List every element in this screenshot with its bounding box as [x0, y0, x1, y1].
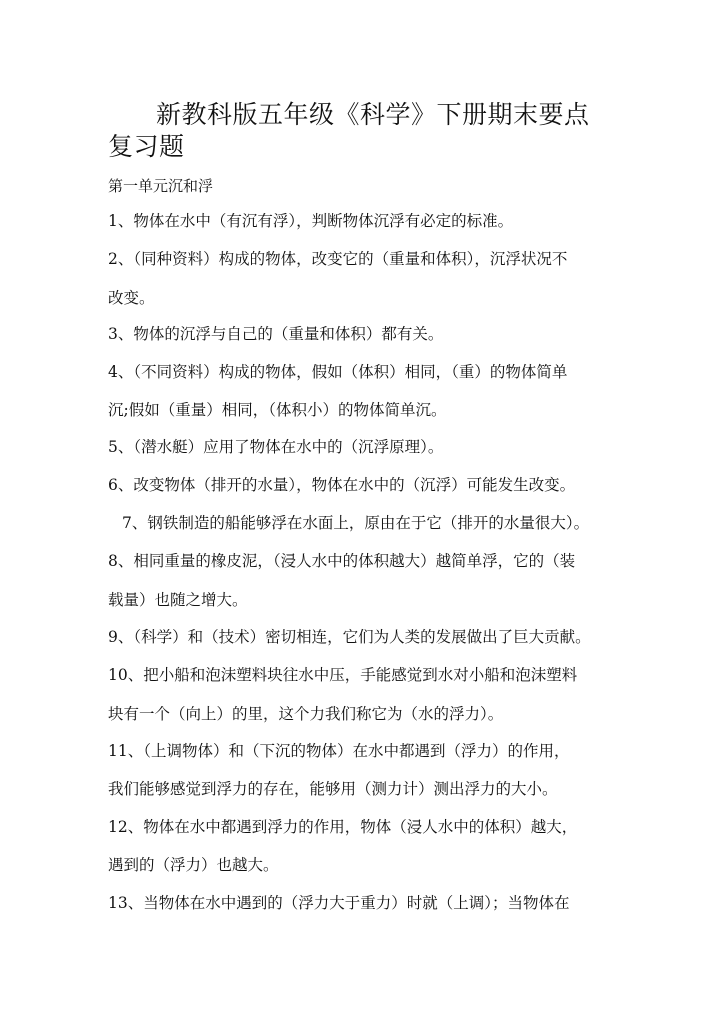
text-line: 2、（同种资料）构成的物体，改变它的（重量和体积），沉浮状况不 [108, 250, 568, 268]
text-line: 7、钢铁制造的船能够浮在水面上，原由在于它（排开的水量很大）。 [122, 514, 590, 532]
text-line: 载量）也随之增大。 [108, 591, 248, 609]
document-title-line-1: 新教科版五年级《科学》下册期末要点 [156, 100, 590, 129]
text-line: 12、物体在水中都遇到浮力的作用，物体（浸人水中的体积）越大， [108, 818, 578, 836]
text-line: 遇到的（浮力）也越大。 [108, 856, 279, 874]
text-line: 6、改变物体（排开的水量），物体在水中的（沉浮）可能发生改变。 [108, 476, 576, 494]
text-line: 10、把小船和泡沫塑料块往水中压，手能感觉到水对小船和泡沫塑料 [108, 666, 578, 684]
text-line: 改变。 [108, 289, 155, 307]
text-line: 沉;假如（重量）相同，（体积小）的物体简单沉。 [108, 401, 447, 419]
unit-heading: 第一单元沉和浮 [108, 177, 214, 195]
text-line: 8、相同重量的橡皮泥，（浸人水中的体积越大）越简单浮，它的（装 [108, 552, 576, 570]
document-title-line-2: 复习题 [108, 132, 185, 161]
text-line: 13、当物体在水中遇到的（浮力大于重力）时就（上调）；当物体在 [108, 894, 570, 912]
text-line: 9、（科学）和（技术）密切相连，它们为人类的发展做出了巨大贡献。 [108, 628, 591, 646]
text-line: 5、（潜水艇）应用了物体在水中的（沉浮原理）。 [108, 438, 444, 456]
text-line: 我们能够感觉到浮力的存在，能够用（测力计）测出浮力的大小。 [108, 780, 558, 798]
text-line: 4、（不同资料）构成的物体，假如（体积）相同，（重）的物体简单 [108, 363, 568, 381]
text-line: 11、（上调物体）和（下沉的物体）在水中都遇到（浮力）的作用， [108, 742, 570, 760]
text-line: 3、物体的沉浮与自己的（重量和体积）都有关。 [108, 325, 444, 343]
text-line: 1、物体在水中（有沉有浮），判断物体沉浮有必定的标准。 [108, 212, 514, 230]
text-line: 块有一个（向上）的里，这个力我们称它为（水的浮力）。 [108, 705, 504, 723]
